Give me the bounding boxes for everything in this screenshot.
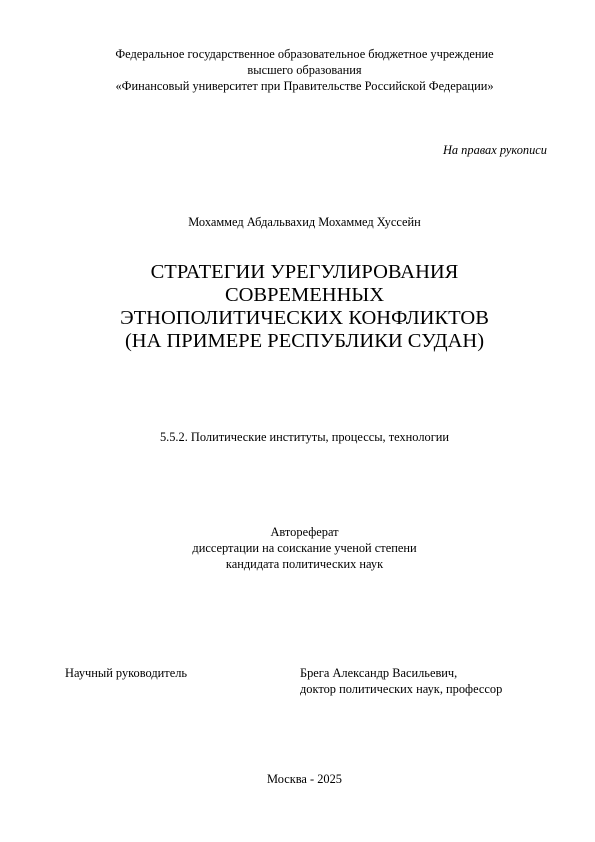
rights-note: На правах рукописи <box>442 143 547 157</box>
supervisor-name: Брега Александр Васильевич, <box>300 666 458 680</box>
title-line-3: ЭТНОПОЛИТИЧЕСКИХ КОНФЛИКТОВ <box>120 307 489 329</box>
author-name: Мохаммед Абдальвахид Мохаммед Хуссейн <box>188 215 421 229</box>
abstract-description <box>0 524 595 572</box>
abstract-line-3: кандидата политических наук <box>225 557 384 571</box>
supervisor-label: Научный руководитель <box>65 666 188 680</box>
document-title <box>0 261 595 353</box>
org-line-2: высшего образования <box>247 63 362 77</box>
supervisor-info <box>300 665 502 697</box>
org-line-1: Федеральное государственное образовательное бюджетное учреждение <box>115 47 494 61</box>
city-year: Москва - 2025 <box>266 772 343 786</box>
abstract-line-2: диссертации на соискание ученой степени <box>192 541 417 555</box>
organization-header <box>0 46 595 94</box>
specialty-code: 5.5.2. Политические институты, процессы, технологии <box>159 430 450 444</box>
title-line-1: СТРАТЕГИИ УРЕГУЛИРОВАНИЯ <box>150 261 459 283</box>
title-line-4: (НА ПРИМЕРЕ РЕСПУБЛИКИ СУДАН) <box>124 330 485 352</box>
org-line-3: «Финансовый университет при Правительстве Российской Федерации» <box>115 79 494 93</box>
supervisor-degree: доктор политических наук, профессор <box>300 682 503 696</box>
title-line-2: СОВРЕМЕННЫХ <box>224 284 385 306</box>
abstract-line-1: Автореферат <box>270 525 339 539</box>
